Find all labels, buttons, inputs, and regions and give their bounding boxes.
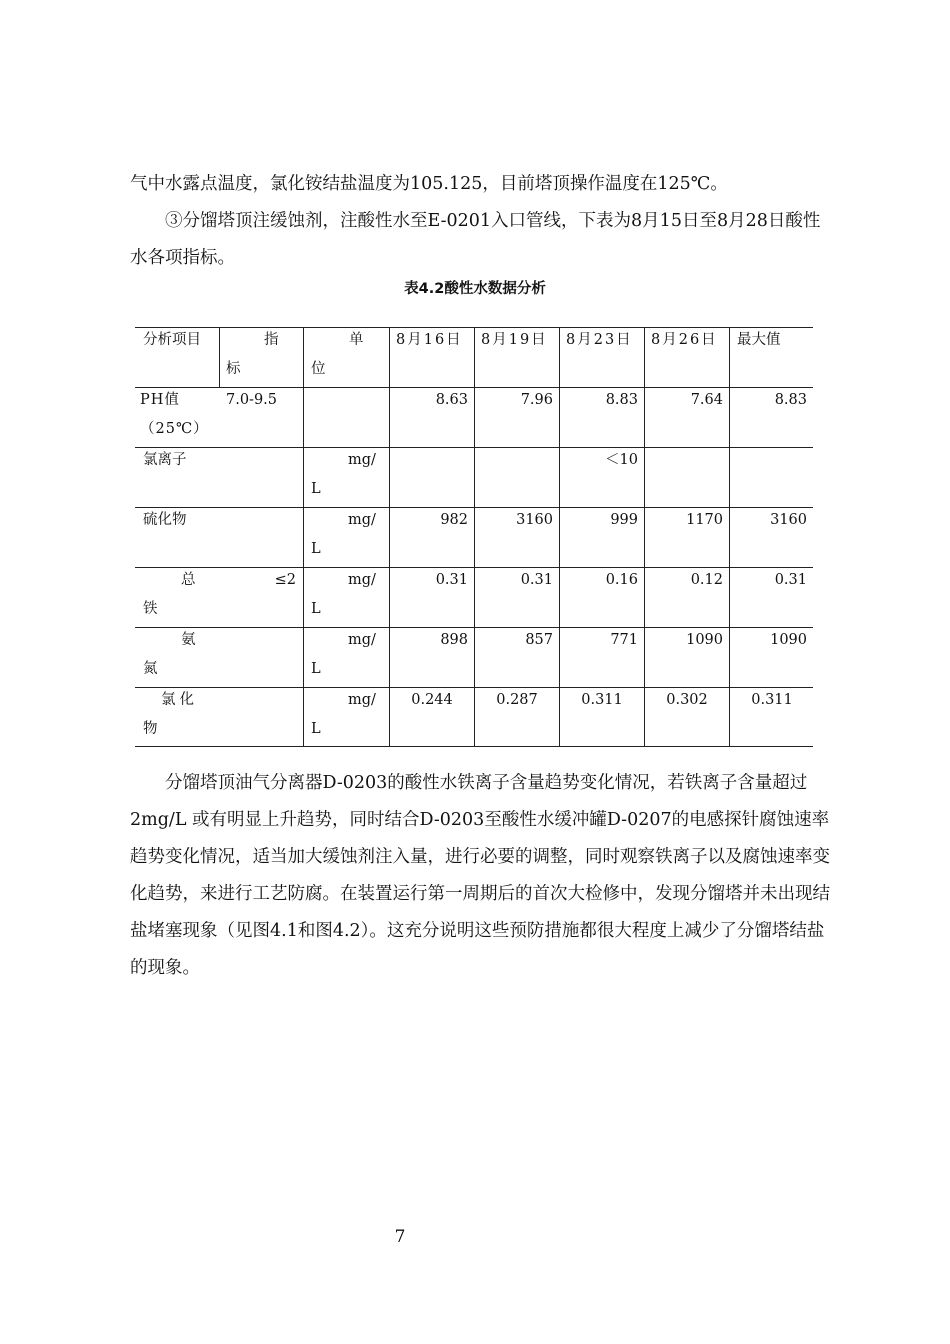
table-caption: 表4.2酸性水数据分析: [404, 281, 546, 297]
row-unit: mg/L: [311, 452, 376, 497]
row-unit: mg/L: [311, 632, 376, 677]
page-number: 7: [394, 1227, 406, 1247]
header-date-3: 8月23日: [566, 332, 633, 348]
header-max: 最大值: [737, 332, 781, 348]
row-value: 771: [610, 632, 638, 648]
row-value: 7.96: [520, 392, 553, 408]
header-unit: 单位: [311, 332, 394, 377]
paragraph-2: ③分馏塔顶注缓蚀剂，注酸性水至E-0201入口管线，下表为8月15日至8月28日酸性水各项指标。: [130, 211, 821, 268]
row-value: 0.311: [581, 692, 623, 708]
paragraph-top: 气中水露点温度，氯化铵结盐温度为105.125，目前塔顶操作温度在125℃。: [130, 174, 728, 194]
row-value: 8.83: [605, 392, 638, 408]
row-value: 857: [525, 632, 553, 648]
row-item: PH值（25℃）: [140, 392, 209, 437]
row-value: 0.31: [774, 572, 807, 588]
row-value: 0.287: [496, 692, 538, 708]
row-item: 总铁: [143, 572, 196, 617]
row-value: 0.12: [690, 572, 723, 588]
row-value: 7.64: [690, 392, 723, 408]
row-value: 1170: [686, 512, 723, 528]
row-value: 1090: [770, 632, 807, 648]
row-spec: 7.0-9.5: [226, 392, 278, 408]
row-spec: ≤2: [274, 572, 296, 588]
paragraph-3: 分馏塔顶油气分离器D-0203的酸性水铁离子含量趋势变化情况，若铁离子含量超过 2mg/L 或有明显上升趋势，同时结合D-0203至酸性水缓冲罐D-0207的电感探针腐蚀速率趋势变化情况，适当加大缓蚀剂注入量，进行必要的调整，同时观察铁离子以及腐蚀速率变化趋势，来进行工艺防腐。在装置运行第一周期后的首次大检修中，发现分馏塔并未出现结盐堵塞现象（见图4.1和图4.2）。这充分说明这些预防措施都很大程度上减少了分馏塔结盐的现象。: [130, 773, 830, 978]
row-unit: mg/L: [311, 512, 376, 557]
row-value: 8.83: [774, 392, 807, 408]
row-item: 氯化物: [143, 692, 198, 737]
row-value: ＜10: [605, 452, 638, 468]
row-value: 0.31: [520, 572, 553, 588]
row-value: 0.302: [666, 692, 708, 708]
row-value: 0.244: [411, 692, 453, 708]
row-value: 8.63: [435, 392, 468, 408]
row-value: 3160: [770, 512, 807, 528]
row-value: 0.311: [751, 692, 793, 708]
header-date-4: 8月26日: [651, 332, 718, 348]
row-unit: mg/L: [311, 572, 376, 617]
header-item: 分析项目: [143, 332, 201, 348]
row-value: 0.31: [435, 572, 468, 588]
row-value: 982: [440, 512, 468, 528]
row-item: 氨氮: [143, 632, 196, 677]
header-date-2: 8月19日: [481, 332, 548, 348]
row-unit: mg/L: [311, 692, 376, 737]
row-value: 1090: [686, 632, 723, 648]
row-value: 3160: [516, 512, 553, 528]
row-value: 0.16: [605, 572, 638, 588]
header-date-1: 8月16日: [396, 332, 463, 348]
row-item: 氯离子: [143, 452, 187, 468]
row-value: 898: [440, 632, 468, 648]
row-item: 硫化物: [143, 512, 187, 528]
header-spec: 指标: [226, 332, 309, 377]
row-value: 999: [610, 512, 638, 528]
